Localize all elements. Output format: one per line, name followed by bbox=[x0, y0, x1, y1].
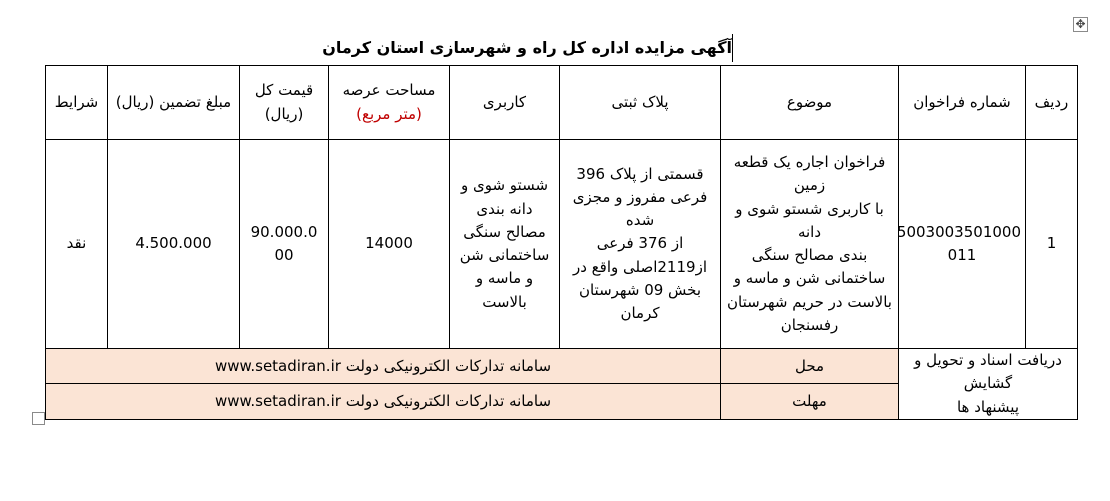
receipt-label-line-1: دریافت اسناد و تحویل و گشایش bbox=[914, 351, 1062, 393]
place-label-cell: محل bbox=[721, 349, 899, 384]
receipt-label-line-2: پیشنهاد ها bbox=[956, 397, 1020, 416]
header-total-price-unit: (ریال) bbox=[264, 104, 304, 123]
header-total-price-label: قیمت کل bbox=[254, 81, 314, 100]
total-price-line-2: 00 bbox=[274, 246, 294, 264]
header-row-no: ردیف bbox=[1026, 66, 1078, 140]
usage-line: مصالح سنگی bbox=[463, 222, 546, 241]
cell-subject bbox=[721, 140, 899, 349]
place-url-link[interactable]: www.setadiran.ir bbox=[214, 356, 341, 375]
subject-line: رفسنجان bbox=[780, 315, 839, 334]
header-subject: موضوع bbox=[721, 66, 899, 140]
header-total-price bbox=[240, 66, 329, 140]
usage-line: شستو شوی و bbox=[460, 176, 549, 195]
subject-line: بالاست در حریم شهرستان bbox=[727, 292, 892, 311]
deadline-text: سامانه تدارکات الکترونیکی دولت bbox=[345, 391, 552, 410]
header-area-unit: (متر مربع) bbox=[356, 104, 422, 123]
cell-guarantee: 4.500.000 bbox=[108, 140, 240, 349]
header-call-no: شماره فراخوان bbox=[899, 66, 1026, 140]
cell-usage bbox=[450, 140, 560, 349]
cell-terms: نقد bbox=[46, 140, 108, 349]
plate-line: فرعی مفروز و مجزی شده bbox=[572, 187, 708, 230]
table-move-handle-icon[interactable]: ✥ bbox=[1073, 17, 1088, 32]
place-text: سامانه تدارکات الکترونیکی دولت bbox=[345, 356, 552, 375]
subject-line: با کاربری شستو شوی و دانه bbox=[735, 199, 884, 241]
plate-line: بخش 09 شهرستان bbox=[578, 280, 702, 299]
call-no-line-1: 5003003501000 bbox=[896, 222, 1021, 241]
total-price-line-1: 90.000.0 bbox=[250, 222, 318, 241]
cell-call-no bbox=[896, 140, 1026, 349]
subject-line: ساختمانی شن و ماسه و bbox=[733, 269, 886, 288]
header-area-label: مساحت عرصه bbox=[342, 81, 436, 100]
call-no-line-2: 011 bbox=[947, 246, 977, 264]
header-guarantee: مبلغ تضمین (ریال) bbox=[108, 66, 240, 140]
table-header-row bbox=[46, 66, 1078, 140]
receipt-place-row bbox=[46, 349, 1078, 384]
table-row bbox=[46, 140, 1078, 349]
plate-line: از2119اصلی واقع در bbox=[572, 257, 707, 276]
plate-line: قسمتی از پلاک 396 bbox=[576, 164, 704, 183]
plate-line: از 376 فرعی bbox=[596, 234, 684, 253]
deadline-url-link[interactable]: www.setadiran.ir bbox=[214, 391, 341, 410]
subject-line: بندی مصالح سنگی bbox=[751, 246, 868, 264]
receipt-label-cell bbox=[899, 349, 1078, 420]
cell-area: 14000 bbox=[329, 140, 450, 349]
auction-table bbox=[45, 65, 1078, 420]
deadline-value-cell bbox=[46, 384, 721, 419]
usage-line: و ماسه و بالاست bbox=[475, 269, 534, 311]
place-value-cell bbox=[46, 349, 721, 384]
usage-line: ساختمانی شن bbox=[459, 246, 550, 264]
page-title: آگهی مزایده اداره کل راه و شهرسازی استان کرمان bbox=[388, 34, 733, 62]
header-plate: پلاک ثبتی bbox=[560, 66, 721, 140]
cell-plate bbox=[560, 140, 721, 349]
table-resize-handle-icon[interactable] bbox=[32, 412, 45, 425]
header-terms: شرایط bbox=[46, 66, 108, 140]
header-usage: کاربری bbox=[450, 66, 560, 140]
usage-line: دانه بندی bbox=[476, 199, 533, 218]
cell-total-price bbox=[240, 140, 329, 349]
plate-line: کرمان bbox=[620, 304, 660, 323]
cell-row-no: 1 bbox=[1026, 140, 1078, 349]
subject-line: فراخوان اجاره یک قطعه زمین bbox=[733, 153, 886, 195]
deadline-label-cell: مهلت bbox=[721, 384, 899, 419]
header-area bbox=[329, 66, 450, 140]
